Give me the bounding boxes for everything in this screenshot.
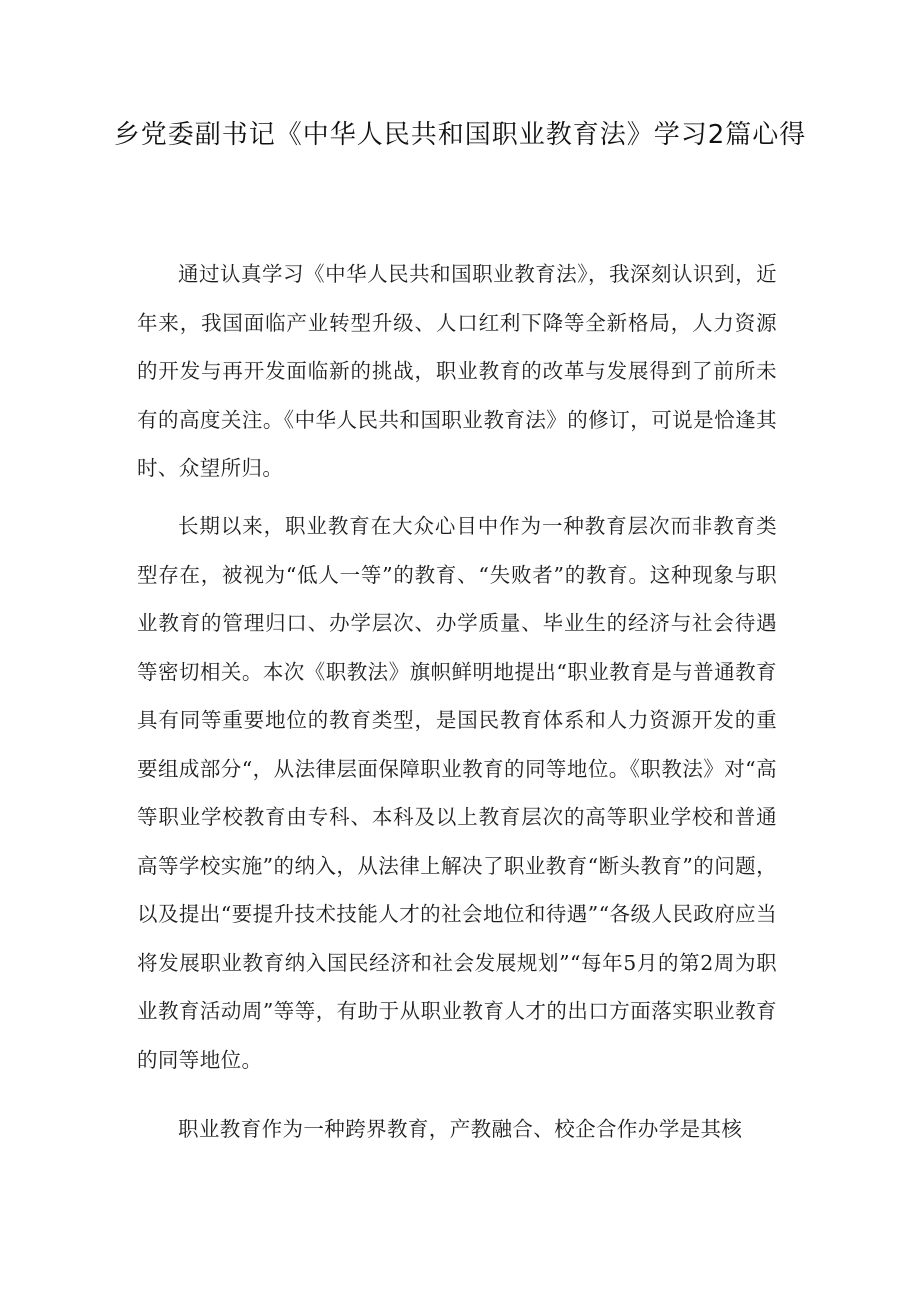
paragraph-2: 长期以来，职业教育在大众心目中作为一种教育层次而非教育类型存在，被视为“低人一等”的教育、“失败者”的教育。这种现象与职业教育的管理归口、办学层次、办学质量、毕业生的经济与社会待遇等密切相关。本次《职教法》旗帜鲜明地提出“职业教育是与普通教育具有同等重要地位的教育类型，是国民教育体系和人力资源开发的重要组成部分“，从法律层面保障职业教育的同等地位。《职教法》对“高等职业学校教育由专科、本科及以上教育层次的高等职业学校和普通高等学校实施”的纳入，从法律上解决了职业教育“断头教育”的问题，以及提出“要提升技术技能人才的社会地位和待遇”“各级人民政府应当将发展职业教育纳入国民经济和社会发展规划”“每年5月的第2周为职业教育活动周”等等，有助于从职业教育人才的出口方面落实职业教育的同等地位。 xyxy=(137,514,777,1072)
paragraph-1: 通过认真学习《中华人民共和国职业教育法》，我深刻认识到，近年来，我国面临产业转型升级、人口红利下降等全新格局，人力资源的开发与再开发面临新的挑战，职业教育的改革与发展得到了前所未有的高度关注。《中华人民共和国职业教育法》的修订，可说是恰逢其时、众望所归。 xyxy=(137,262,777,480)
document-title: 乡党委副书记《中华人民共和国职业教育法》学习2篇心得 xyxy=(113,120,807,150)
paragraph-3: 职业教育作为一种跨界教育，产教融合、校企合作办学是其核 xyxy=(178,1117,743,1141)
